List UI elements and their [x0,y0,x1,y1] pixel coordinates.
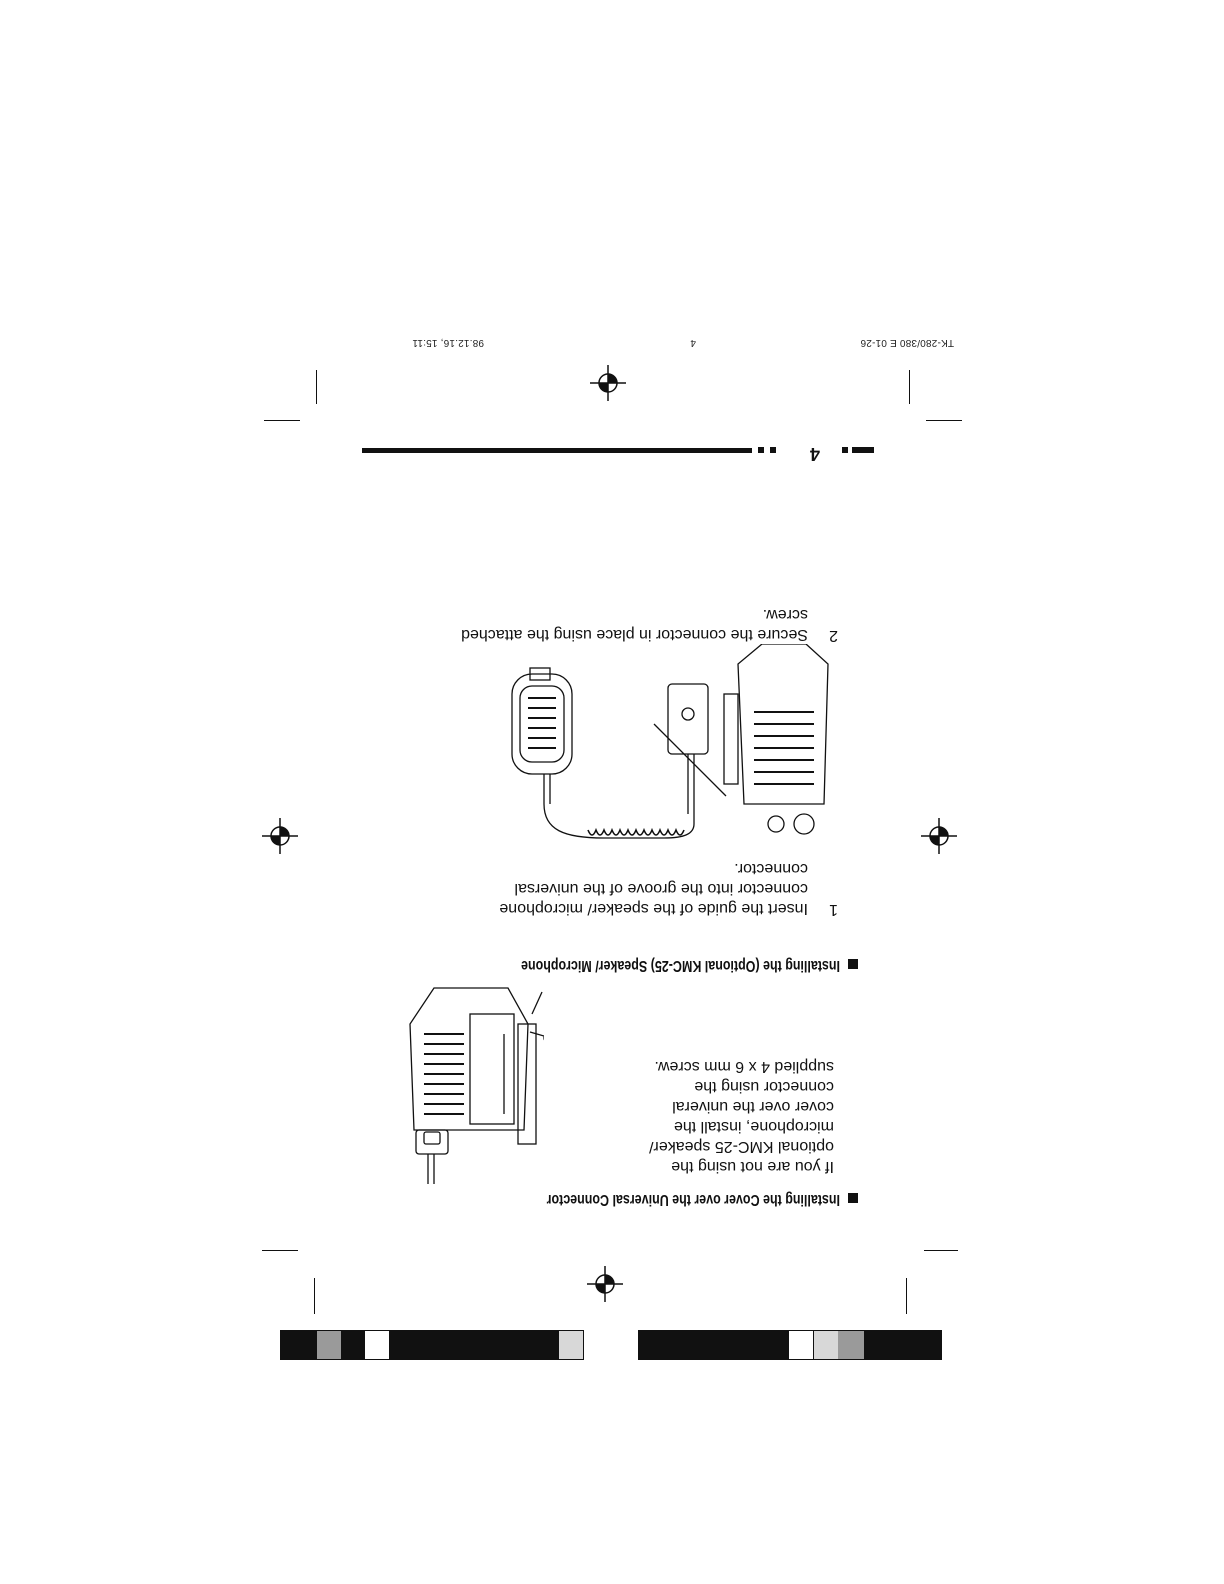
crop-mark [262,1250,298,1251]
slug-timestamp: 98.12.16, 15:11 [412,337,484,348]
section-cover-body: If you are not using the optional KMC-25 speaker/ microphone, install the cover over the univeral connector using the supplied 4 x 6 mm screw. [649,1058,834,1175]
crop-mark [264,420,300,421]
crop-mark [926,420,962,421]
crop-mark [924,1250,958,1251]
step-1-number: 1 [829,901,838,918]
registration-mark-icon [262,818,298,854]
figure-speaker-mic [454,644,834,844]
step-1-text: Insert the guide of the speaker/ microphone connector into the groove of the universal connector. [499,860,808,917]
header-dot [842,447,848,453]
header-rule [362,448,752,453]
header-block [852,447,874,453]
crop-mark [316,370,317,404]
figure-radio-cover [394,984,544,1184]
header-dot [770,447,776,453]
registration-mark-icon [587,1266,623,1302]
step-2-text: Secure the connector in place using the attached screw. [461,606,808,643]
crop-mark [314,1278,315,1314]
density-bar-left [638,1330,942,1360]
header-dot [758,447,764,453]
crop-mark [909,370,910,404]
page-number: 4 [809,444,820,464]
slug-page: 4 [690,337,696,348]
slug-file: TK-280/380 E 01-26 [860,337,954,348]
heading-bullet [848,1193,858,1203]
section-cover-heading: Installing the Cover over the Universal Connector [546,1191,840,1208]
heading-bullet [848,959,858,969]
density-bar-right [280,1330,584,1360]
registration-mark-icon [590,365,626,401]
crop-mark [906,1278,907,1314]
registration-mark-icon [921,818,957,854]
step-2-number: 2 [829,627,838,644]
section-mic-heading: Installing the (Optional KMC-25) Speaker/ Microphone [521,957,840,974]
